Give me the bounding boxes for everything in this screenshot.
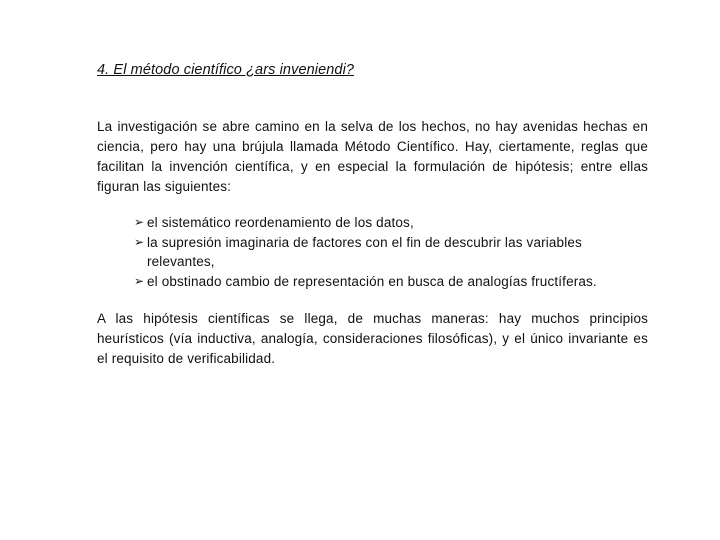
bullet-text: el sistemático reordenamiento de los datos, xyxy=(147,215,414,230)
bullet-text: la supresión imaginaria de factores con el fin de descubrir las variables relevantes, xyxy=(147,234,582,269)
arrow-bullet-icon: ➢ xyxy=(134,215,145,229)
bullet-list xyxy=(134,213,634,291)
bullet-text: el obstinado cambio de representación en busca de analogías fructíferas. xyxy=(147,273,597,289)
list-item xyxy=(134,233,634,272)
arrow-bullet-icon: ➢ xyxy=(134,273,145,288)
list-item xyxy=(134,213,634,233)
intro-paragraph: La investigación se abre camino en la selva de los hechos, no hay avenidas hechas en ciencia, pero hay una brújula llamada Método Científico. Hay, ciertamente, reglas que facilitan la invención científica, y en especial la formulación de hipótesis; entre ellas figuran las siguientes: xyxy=(97,119,648,194)
slide-title: 4. El método científico ¿ars inveniendi? xyxy=(97,62,355,78)
arrow-bullet-icon: ➢ xyxy=(134,234,145,249)
list-item xyxy=(134,272,634,292)
closing-paragraph: A las hipótesis científicas se llega, de muchas maneras: hay muchos principios heurísticos (vía inductiva, analogía, consideraciones filosóficas), y el único invariante es el requisito de verificabilidad. xyxy=(97,311,648,366)
